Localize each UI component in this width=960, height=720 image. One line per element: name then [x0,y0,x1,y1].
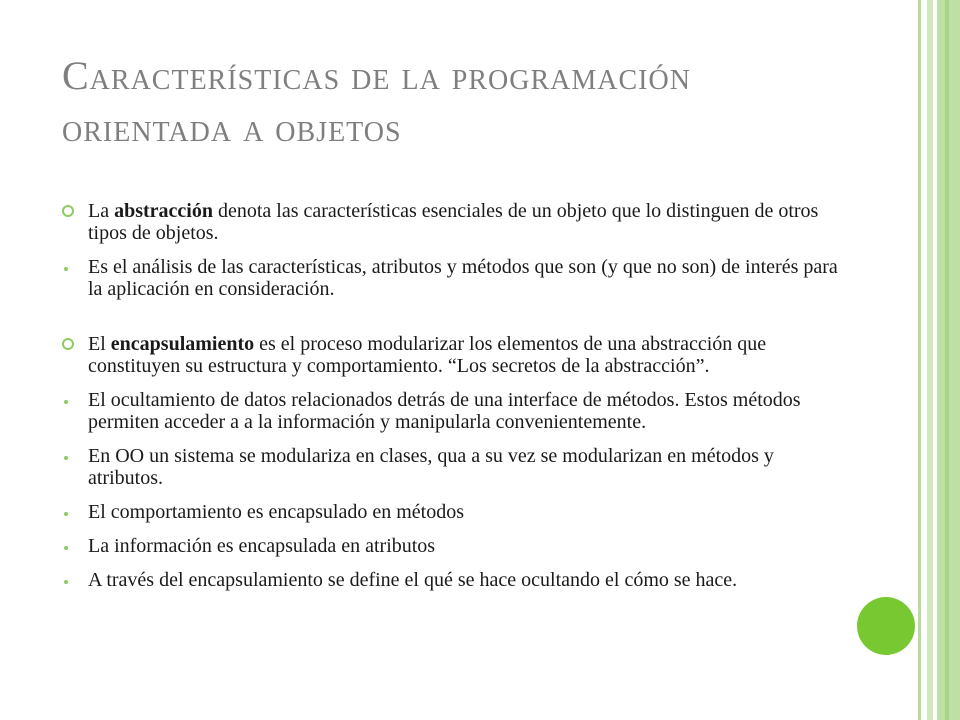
bullet-text: es el proceso modularizar los elementos de una abstracción que constituyen su estructura y comportamiento. “Los secretos de la abstracción”. [88,333,767,377]
bullet-text: A través del encapsulamiento se define el qué se hace ocultando el cómo se hace. [88,569,738,591]
slide-border-inner-line [945,0,949,720]
ring-bullet-icon [62,338,74,350]
bullet-encapsulamiento [62,333,842,377]
dot-bullet-icon [64,267,68,271]
bullet-text-prefix: El [88,333,111,355]
slide-border-line [918,0,921,720]
ring-bullet-icon [62,205,74,217]
dot-bullet-icon [64,400,68,404]
dot-bullet-icon [64,546,68,550]
bullet-abstraccion [62,200,842,244]
bullet-term-encapsulamiento: encapsulamiento [110,333,255,355]
decorative-green-circle [857,597,915,655]
bullet-text-prefix: La [88,200,115,222]
bullet-text: denota las características esenciales de un objeto que lo distinguen de otros tipos de objetos. [88,200,819,244]
bullet-list [62,200,842,603]
sub-bullet-informacion [62,535,842,557]
dot-bullet-icon [64,456,68,460]
bullet-text: El comportamiento es encapsulado en métodos [88,501,465,523]
bullet-text: El ocultamiento de datos relacionados detrás de una interface de métodos. Estos métodos permiten acceder a a la información y manipularla convenientemente. [88,389,801,433]
sub-bullet-ocultamiento [62,389,842,433]
sub-bullet-oo-modulariza [62,445,842,489]
sub-bullet-que-como [62,569,842,591]
title-line-1: Características de la programación [62,53,691,98]
sub-bullet-comportamiento [62,501,842,523]
slide-title [62,50,892,154]
dot-bullet-icon [64,580,68,584]
bullet-term-abstraccion: abstracción [114,200,213,222]
title-line-2: orientada a objetos [62,105,402,150]
bullet-text: En OO un sistema se modulariza en clases, qua a su vez se modularizan en métodos y atributos. [88,445,774,489]
bullet-text: La información es encapsulada en atributos [88,535,436,557]
dot-bullet-icon [64,512,68,516]
slide-border-strip [927,0,933,720]
sub-bullet-analisis [62,256,842,300]
bullet-text: Es el análisis de las características, atributos y métodos que son (y que no son) de interés para la aplicación en consideración. [88,256,838,300]
